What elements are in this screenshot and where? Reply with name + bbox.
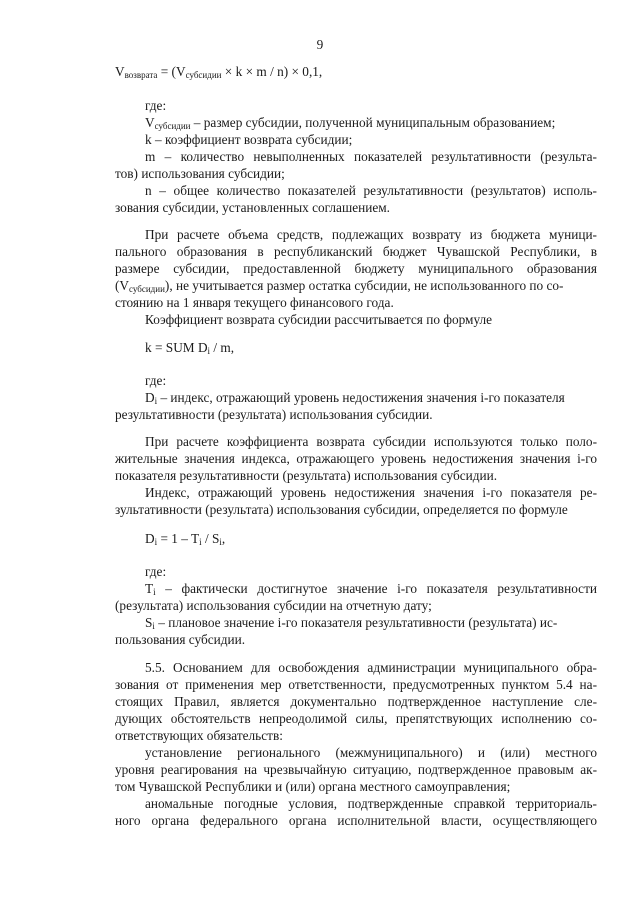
paragraph-line: ного органа федерального органа исполнительной власти, осуществляющего xyxy=(115,813,597,828)
definition-t-line2: (результата) использования субсидии на отчетную дату; xyxy=(115,598,432,613)
paragraph-line: Коэффициент возврата субсидии рассчитывается по формуле xyxy=(145,312,493,327)
paragraph-line: стоящих Правил, является документально подтвержденное наступление сле- xyxy=(115,694,597,709)
paragraph-subscript: субсидии xyxy=(129,284,165,294)
definition-d xyxy=(145,389,597,406)
formula-text: , xyxy=(221,531,226,546)
definition-text: – индекс, отражающий уровень недостижения значения i-го показателя xyxy=(157,390,565,405)
where-label: где: xyxy=(145,373,167,388)
definition-n-line2: зования субсидии, установленных соглашением. xyxy=(115,200,390,215)
definition-symbol: T xyxy=(145,581,154,596)
paragraph-line: жительные значения индекса, отражающего уровень недостижения значения i-го xyxy=(115,451,597,466)
paragraph-line: установление регионального (межмуниципального) и (или) местного xyxy=(145,745,597,760)
paragraph-line: стоянию на 1 января текущего финансового года. xyxy=(115,295,394,310)
paragraph-text: (V xyxy=(115,278,130,293)
formula-text: / S xyxy=(201,531,220,546)
definition-d-line2: результативности (результата) использования субсидии. xyxy=(115,407,433,422)
definition-symbol: S xyxy=(145,615,153,630)
paragraph-line-with-subscript xyxy=(115,277,597,294)
formula-subscript: субсидии xyxy=(185,70,222,80)
definition-text: – фактически достигнутое значение i-го показателя результативности xyxy=(155,581,597,596)
paragraph-line: аномальные погодные условия, подтвержденные справкой территориаль- xyxy=(145,796,597,811)
formula-text: = (V xyxy=(157,64,186,79)
formula-text: D xyxy=(145,531,155,546)
definition-m-line2: тов) использования субсидии; xyxy=(115,166,285,181)
formula-text: k = SUM D xyxy=(145,340,208,355)
definition-text: – размер субсидии, полученной муниципальным образованием; xyxy=(190,115,556,130)
where-label: где: xyxy=(145,564,167,579)
paragraph-line: При расчете объема средств, подлежащих возврату из бюджета муници- xyxy=(145,227,597,242)
definition-s-line2: пользования субсидии. xyxy=(115,632,246,647)
paragraph-line: 5.5. Основанием для освобождения администрации муниципального обра- xyxy=(145,660,597,675)
definition-m-line1: m – количество невыполненных показателей результативности (результа- xyxy=(145,149,597,164)
formula-symbol: V xyxy=(115,64,125,79)
paragraph-line: При расчете коэффициента возврата субсидии используются только поло- xyxy=(145,434,597,449)
formula-subscript: возврата xyxy=(124,70,158,80)
formula-index xyxy=(145,530,597,547)
formula-text: / m, xyxy=(210,340,235,355)
definition-subscript: i xyxy=(152,621,155,631)
paragraph-line: размере субсидии, предоставленной бюджету муниципального образования xyxy=(115,261,597,276)
definition-v xyxy=(145,114,597,131)
definition-subscript: субсидии xyxy=(154,121,191,131)
definition-s xyxy=(145,614,597,631)
formula-return-volume xyxy=(115,63,597,80)
definition-subscript: i xyxy=(153,587,156,597)
definition-symbol: D xyxy=(145,390,155,405)
formula-text: = 1 – T xyxy=(157,531,200,546)
formula-subscript: i xyxy=(207,346,211,356)
paragraph-line: уровня реагирования на чрезвычайную ситуацию, подтвержденное правовым ак- xyxy=(115,762,597,777)
definition-n-line1: n – общее количество показателей результативности (результатов) исполь- xyxy=(145,183,597,198)
paragraph-line: ответствующих обязательств: xyxy=(115,728,283,743)
paragraph-text: ), не учитывается размер остатка субсидии, не использованного по со- xyxy=(164,278,564,293)
paragraph-line: зования от применения мер ответственности, предусмотренных пунктом 5.4 на- xyxy=(115,677,597,692)
paragraph-line: Индекс, отражающий уровень недостижения значения i-го показателя ре- xyxy=(145,485,597,500)
formula-coefficient xyxy=(145,339,597,356)
paragraph-line: зультативности (результата) использования субсидии, определяется по формуле xyxy=(115,502,568,517)
formula-subscript: i xyxy=(219,537,222,547)
paragraph-line: дующих обстоятельств непреодолимой силы, препятствующих исполнению со- xyxy=(115,711,597,726)
definition-text: – плановое значение i-го показателя результативности (результата) ис- xyxy=(154,615,558,630)
page-number: 9 xyxy=(316,37,324,52)
formula-text: × k × m / n) × 0,1, xyxy=(221,64,323,79)
formula-subscript: i xyxy=(199,537,202,547)
paragraph-line: том Чувашской Республики и (или) органа местного самоуправления; xyxy=(115,779,511,794)
paragraph-line: пального образования в республиканский бюджет Чувашской Республики, в xyxy=(115,244,597,259)
definition-t xyxy=(145,580,597,597)
formula-subscript: i xyxy=(154,537,158,547)
paragraph-line: показателя результативности (результата) использования субсидии. xyxy=(115,468,498,483)
where-label: где: xyxy=(145,98,167,113)
definition-subscript: i xyxy=(154,396,158,406)
definition-k: k – коэффициент возврата субсидии; xyxy=(145,132,353,147)
definition-symbol: V xyxy=(145,115,155,130)
